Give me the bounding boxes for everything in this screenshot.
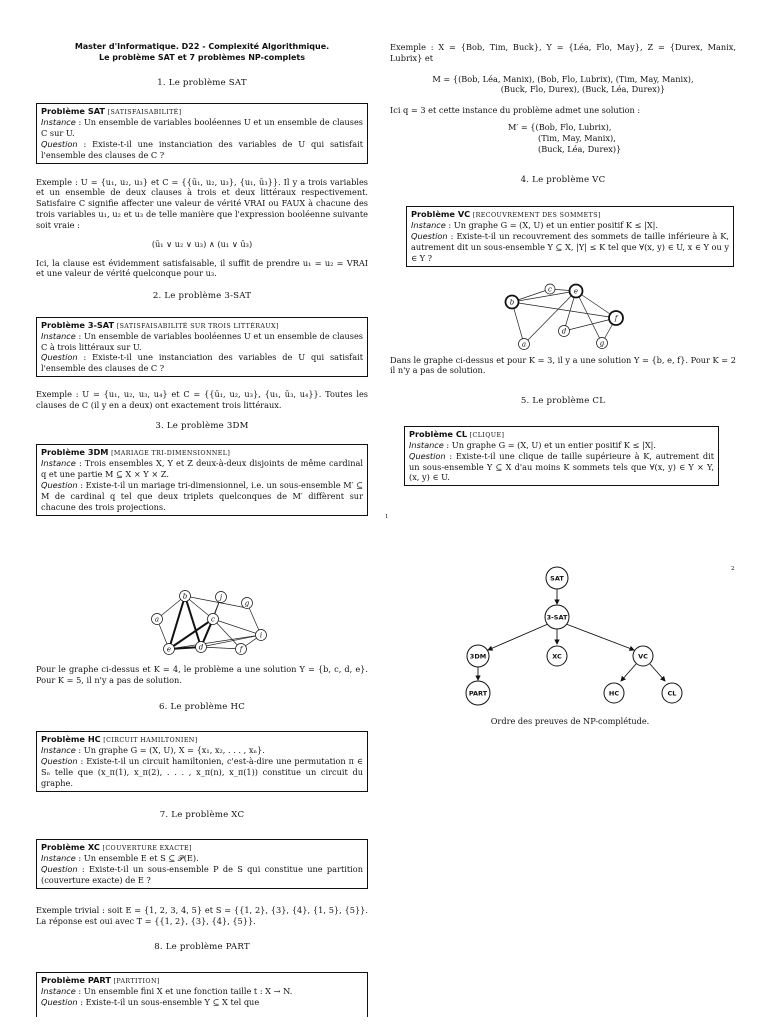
instance-text: : Un ensemble E et S ⊆ 𝒫(E). [75,853,199,864]
3dm-m-line2: (Buck, Flo, Durex), (Buck, Léa, Durex)} [500,84,666,95]
cl-node-label: i [259,631,263,640]
instance-text: : Un ensemble de variables booléennes U et un ensemble de clauses C sur U. [41,117,363,139]
problem-tag: [SATISFAISABILITÉ] [107,108,182,116]
tree-node-label: XC [552,652,562,661]
3dm-example: Exemple : X = {Bob, Tim, Buck}, Y = {Léa, Flo, May}, Z = {Durex, Manix, Lubrix} et [390,42,736,63]
tree-node-label: CL [667,689,677,698]
instance-label: Instance [41,117,76,128]
tree-node-label: VC [638,652,648,661]
tree-arrow [488,624,548,650]
page1-left-column [36,42,368,516]
cl-clique-edge [169,596,185,649]
page1-right-column [390,42,736,486]
vc-edge [564,318,616,331]
vc-edge [576,291,602,343]
instance-label: Instance [41,986,76,997]
section-title-3sat: 2. Le problème 3-SAT [152,291,252,302]
question-text: : Existe-t-il un recouvrement des sommets de taille inférieure à K, autrement dit un sous-ensemble Y ⊆ X, |Y| ≤ K tel que ∀(x, y) ∈ U, x ∈ Y ou y ∈ Y ? [411,231,729,263]
3sat-example: Exemple : U = {u₁, u₂, u₃, u₄} et C = {{ū₁, u₂, u₃}, {u₁, ū₃, u₄}}. Toutes les clauses de C (il y en a deux) ont exactement trois littéraux. [36,389,368,410]
section-title-xc: 7. Le problème XC [159,809,245,820]
problem-box-part [36,972,368,1017]
vc-node-label: d [561,327,567,336]
question-text: : Existe-t-il un sous-ensemble Y ⊆ X tel que [77,996,260,1007]
xc-example: Exemple trivial : soit E = {1, 2, 3, 4, 5} et S = {{1, 2}, {3}, {4}, {1, 5}, {5}}. La réponse est oui avec T = {{1, 2}, {3}, {4}, {5}}. [36,904,368,926]
problem-title: Problème 3DM [41,447,109,458]
tree-arrow [650,664,665,681]
problem-tag: [CLIQUE] [469,431,505,439]
instance-text: : Un graphe G = (X, U), X = {x₁, x₂, . . . , xₙ}. [75,745,265,756]
section-title-sat: 1. Le problème SAT [157,77,247,88]
page2-left-column [36,586,368,1017]
3dm-solution-line3: (Buck, Léa, Durex)} [538,143,622,154]
cl-node-label: e [166,645,172,654]
section-title-vc: 4. Le problème VC [520,174,606,185]
problem-box-xc [36,839,368,889]
cl-node-label: d [198,643,204,652]
vc-example: Dans le graphe ci-dessus et pour K = 3, il y a une solution Y = {b, e, f}. Pour K = 2 il n'y a pas de solution. [390,354,736,376]
instance-text: : Un ensemble fini X et une fonction taille t : X → N. [75,986,293,997]
tree-arrow [566,624,634,650]
sat-explanation: Ici, la clause est évidemment satisfaisable, il suffit de prendre u₁ = u₂ = VRAI et une valeur de vérité quelconque pour u₃. [36,257,368,279]
instance-text: : Trois ensembles X, Y et Z deux-à-deux disjoints de même cardinal q et une partie M ⊆ X × Y × Z. [41,458,363,480]
document-header [36,42,368,64]
vc-edge [512,302,616,318]
cl-node-label: b [182,592,188,601]
question-label: Question [409,450,446,461]
3dm-solution-intro: Ici q = 3 et cette instance du problème admet une solution : [390,105,641,116]
section-title-cl: 5. Le problème CL [520,396,606,407]
cl-clique-edge [185,596,201,647]
question-text: : Existe-t-il un circuit hamiltonien, c'est-à-dire une permutation π ∈ Sₙ telle que (x_π(1), x_π(2), . . . , x_π(n), x_π(1)) constitue un circuit du graphe. [41,756,363,788]
cl-node-label: j [219,593,223,602]
tree-node-label: PART [468,689,488,698]
3dm-m-line1: M = {(Bob, Léa, Manix), (Bob, Flo, Lubrix), (Tim, May, Manix), [432,73,694,84]
cl-edge [169,635,261,649]
vc-node-label: e [573,287,579,296]
page-number: 2 [731,566,735,572]
instance-label: Instance [411,220,446,231]
question-text: : Existe-t-il une instanciation des variables de U qui satisfait l'ensemble des clauses de C ? [41,352,363,374]
question-label: Question [411,231,448,242]
cl-example: Pour le graphe ci-dessus et K = 4, le problème a une solution Y = {b, c, d, e}. Pour K = 5, il n'y a pas de solution. [36,664,368,685]
problem-box-vc [406,206,734,267]
problem-title: Problème CL [409,428,468,439]
vc-node-label: a [521,340,527,349]
problem-box-cl [404,426,719,487]
cl-node-label: g [244,599,250,608]
problem-title: Problème HC [41,734,101,744]
cl-graph [36,586,368,660]
instance-label: Instance [41,853,76,864]
tree-caption: Ordre des preuves de NP-complétude. [490,716,650,726]
instance-label: Instance [41,458,76,469]
vc-node-label: f [614,314,618,323]
problem-title: Problème PART [41,974,111,985]
problem-title: Problème VC [411,208,471,219]
question-text: : Existe-t-il un mariage tri-dimensionnel, i.e. un sous-ensemble M′ ⊆ M de cardinal q tel que deux triplets quelconques de M′ diffèrent sur chacune des trois projections. [41,480,363,512]
question-text: : Existe-t-il une instanciation des variables de U qui satisfait l'ensemble des clauses de C ? [41,138,363,160]
question-text: : Existe-t-il une clique de taille supérieure à K, autrement dit un sous-ensemble Y ⊆ X d'au moins K sommets tels que ∀(x, y) ∈ Y × Y, (x, y) ∈ U. [409,450,714,483]
section-title-3dm: 3. Le problème 3DM [155,420,249,431]
instance-text: : Un ensemble de variables booléennes U et un ensemble de clauses C à trois littéraux sur U. [41,330,363,352]
tree-node-label: SAT [550,574,564,583]
header-line2: Le problème SAT et 7 problèmes NP-complets [98,52,306,62]
problem-tag: [RECOUVREMENT DES SOMMETS] [472,211,601,219]
tree-node-label: 3DM [469,652,487,661]
3dm-solution-line2: (Tim, May, Manix), [538,132,616,143]
question-label: Question [41,756,78,767]
vc-node-label: g [599,339,605,348]
instance-text: : Un graphe G = (X, U) et un entier positif K ≤ |X|. [443,439,657,450]
question-label: Question [41,996,78,1007]
3dm-solution [390,122,736,154]
problem-tag: [COUVERTURE EXACTE] [102,844,192,852]
cl-edge [201,647,241,649]
tree-node-label: 3-SAT [546,613,568,622]
cl-node-label: f [239,645,243,654]
tree-arrow [621,664,636,681]
problem-box-sat [36,103,368,164]
sat-formula: (ū₁ ∨ u₂ ∨ u₃) ∧ (u₁ ∨ ū₃) [151,238,253,249]
section-title-hc: 6. Le problème HC [158,701,245,712]
problem-box-3dm [36,444,368,515]
vc-node-label: c [548,285,552,294]
vc-node-label: b [509,298,515,307]
problem-title: Problème XC [41,841,100,852]
vc-graph [390,273,736,351]
question-label: Question [41,352,78,363]
problem-box-3sat [36,317,368,378]
sat-example: Exemple : U = {u₁, u₂, u₃} et C = {{ū₁, u₂, u₃}, {u₁, ū₃}}. Il y a trois variables et un ensemble de deux clauses à trois et deux littéraux respectivement. Satisfaire C signifie affecter une valeur de vérité VRAI ou FAUX à chacune des trois variables u₁, u₂ et u₃ de telle manière que l'expression booléenne suivante soit vraie : [36,176,368,230]
instance-label: Instance [41,330,76,341]
cl-node-label: c [211,615,215,624]
question-label: Question [41,480,78,491]
instance-label: Instance [409,439,444,450]
problem-title: Problème 3-SAT [41,319,115,330]
question-label: Question [41,864,78,875]
question-label: Question [41,138,78,149]
reduction-tree [440,560,700,710]
cl-node-label: a [154,615,160,624]
problem-box-hc [36,731,368,792]
problem-tag: [MARIAGE TRI-DIMENSIONNEL] [111,450,231,458]
question-text: : Existe-t-il un sous-ensemble P de S qui constitue une partition (couverture exacte) de E ? [41,864,363,885]
problem-title: Problème SAT [41,105,105,116]
problem-tag: [SATISFAISABILITÉ SUR TROIS LITTÉRAUX] [116,322,279,330]
problem-tag: [PARTITION] [113,977,160,985]
instance-label: Instance [41,745,76,756]
3dm-solution-line1: M′ = {(Bob, Flo, Lubrix), [508,122,612,133]
section-title-part: 8. Le problème PART [154,942,250,953]
tree-node-label: HC [608,689,620,698]
problem-tag: [CIRCUIT HAMILTONIEN] [103,737,198,744]
page-number: 1 [385,514,389,520]
header-line1: Master d'Informatique. D22 - Complexité Algorithmique. [74,42,330,51]
instance-text: : Un graphe G = (X, U) et un entier positif K ≤ |X|. [445,220,659,231]
